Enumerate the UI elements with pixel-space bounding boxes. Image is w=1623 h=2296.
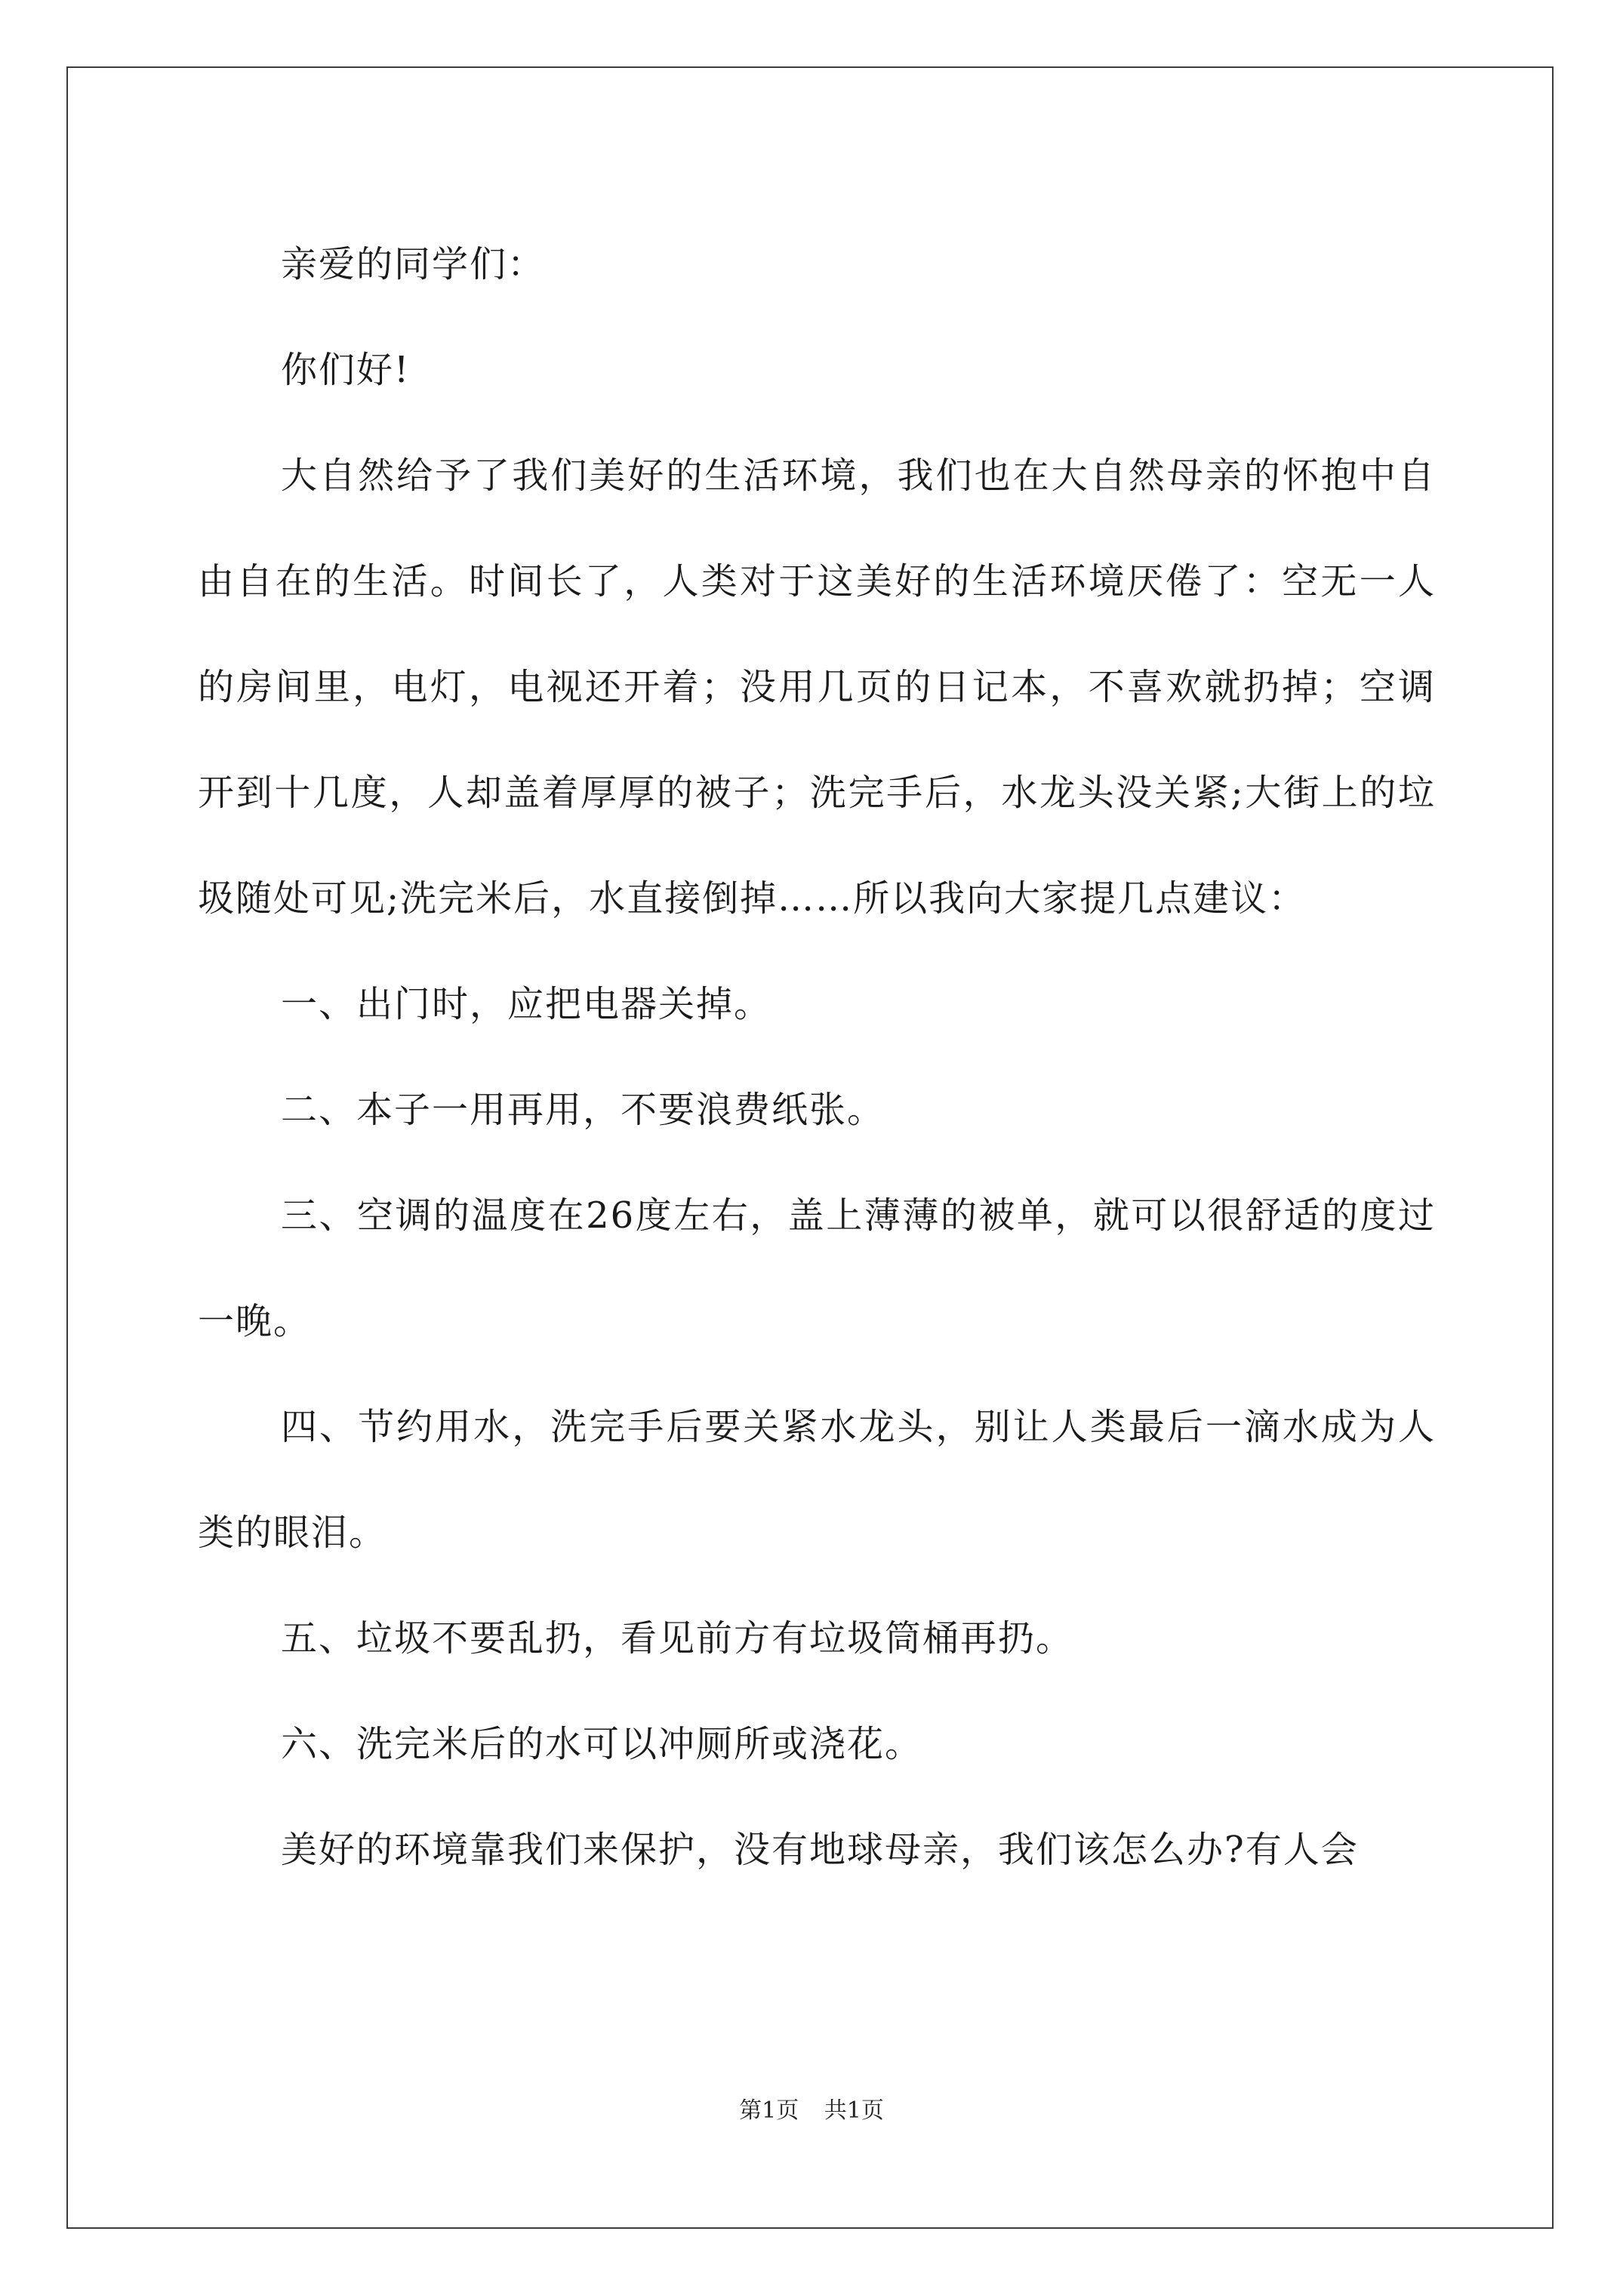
paragraph-suggestion-5: 五、垃圾不要乱扔，看见前方有垃圾筒桶再扔。	[281, 1617, 1074, 1660]
page-footer	[0, 2091, 1623, 2125]
document-body	[198, 211, 1436, 1903]
page-total: 共1页	[824, 2097, 884, 2124]
paragraph-closing: 美好的环境靠我们来保护，没有地球母亲，我们该怎么办?有人会	[281, 1829, 1359, 1871]
paragraph-suggestion-3: 三、空调的温度在26度左右，盖上薄薄的被单，就可以很舒适的度过一晚。	[198, 1194, 1436, 1342]
paragraph-suggestion-6: 六、洗完米后的水可以冲厕所或浇花。	[281, 1723, 923, 1765]
paragraph-intro: 大自然给予了我们美好的生活环境，我们也在大自然母亲的怀抱中自由自在的生活。时间长了，人类对于这美好的生活环境厌倦了：空无一人的房间里，电灯，电视还开着；没用几页的日记本，不喜欢就扔掉；空调开到十几度，人却盖着厚厚的被子；洗完手后，水龙头没关紧;大街上的垃圾随处可见;洗完米后，水直接倒掉……所以我向大家提几点建议：	[198, 455, 1436, 920]
paragraph-suggestion-2: 二、本子一用再用，不要浪费纸张。	[281, 1089, 885, 1131]
paragraph-greeting: 亲爱的同学们：	[281, 243, 546, 285]
paragraph-hello: 你们好!	[281, 349, 411, 391]
paragraph-suggestion-4: 四、节约用水，洗完手后要关紧水龙头，别让人类最后一滴水成为人类的眼泪。	[198, 1406, 1436, 1554]
paragraph-suggestion-1: 一、出门时，应把电器关掉。	[281, 983, 772, 1025]
page-number: 第1页	[739, 2097, 799, 2124]
